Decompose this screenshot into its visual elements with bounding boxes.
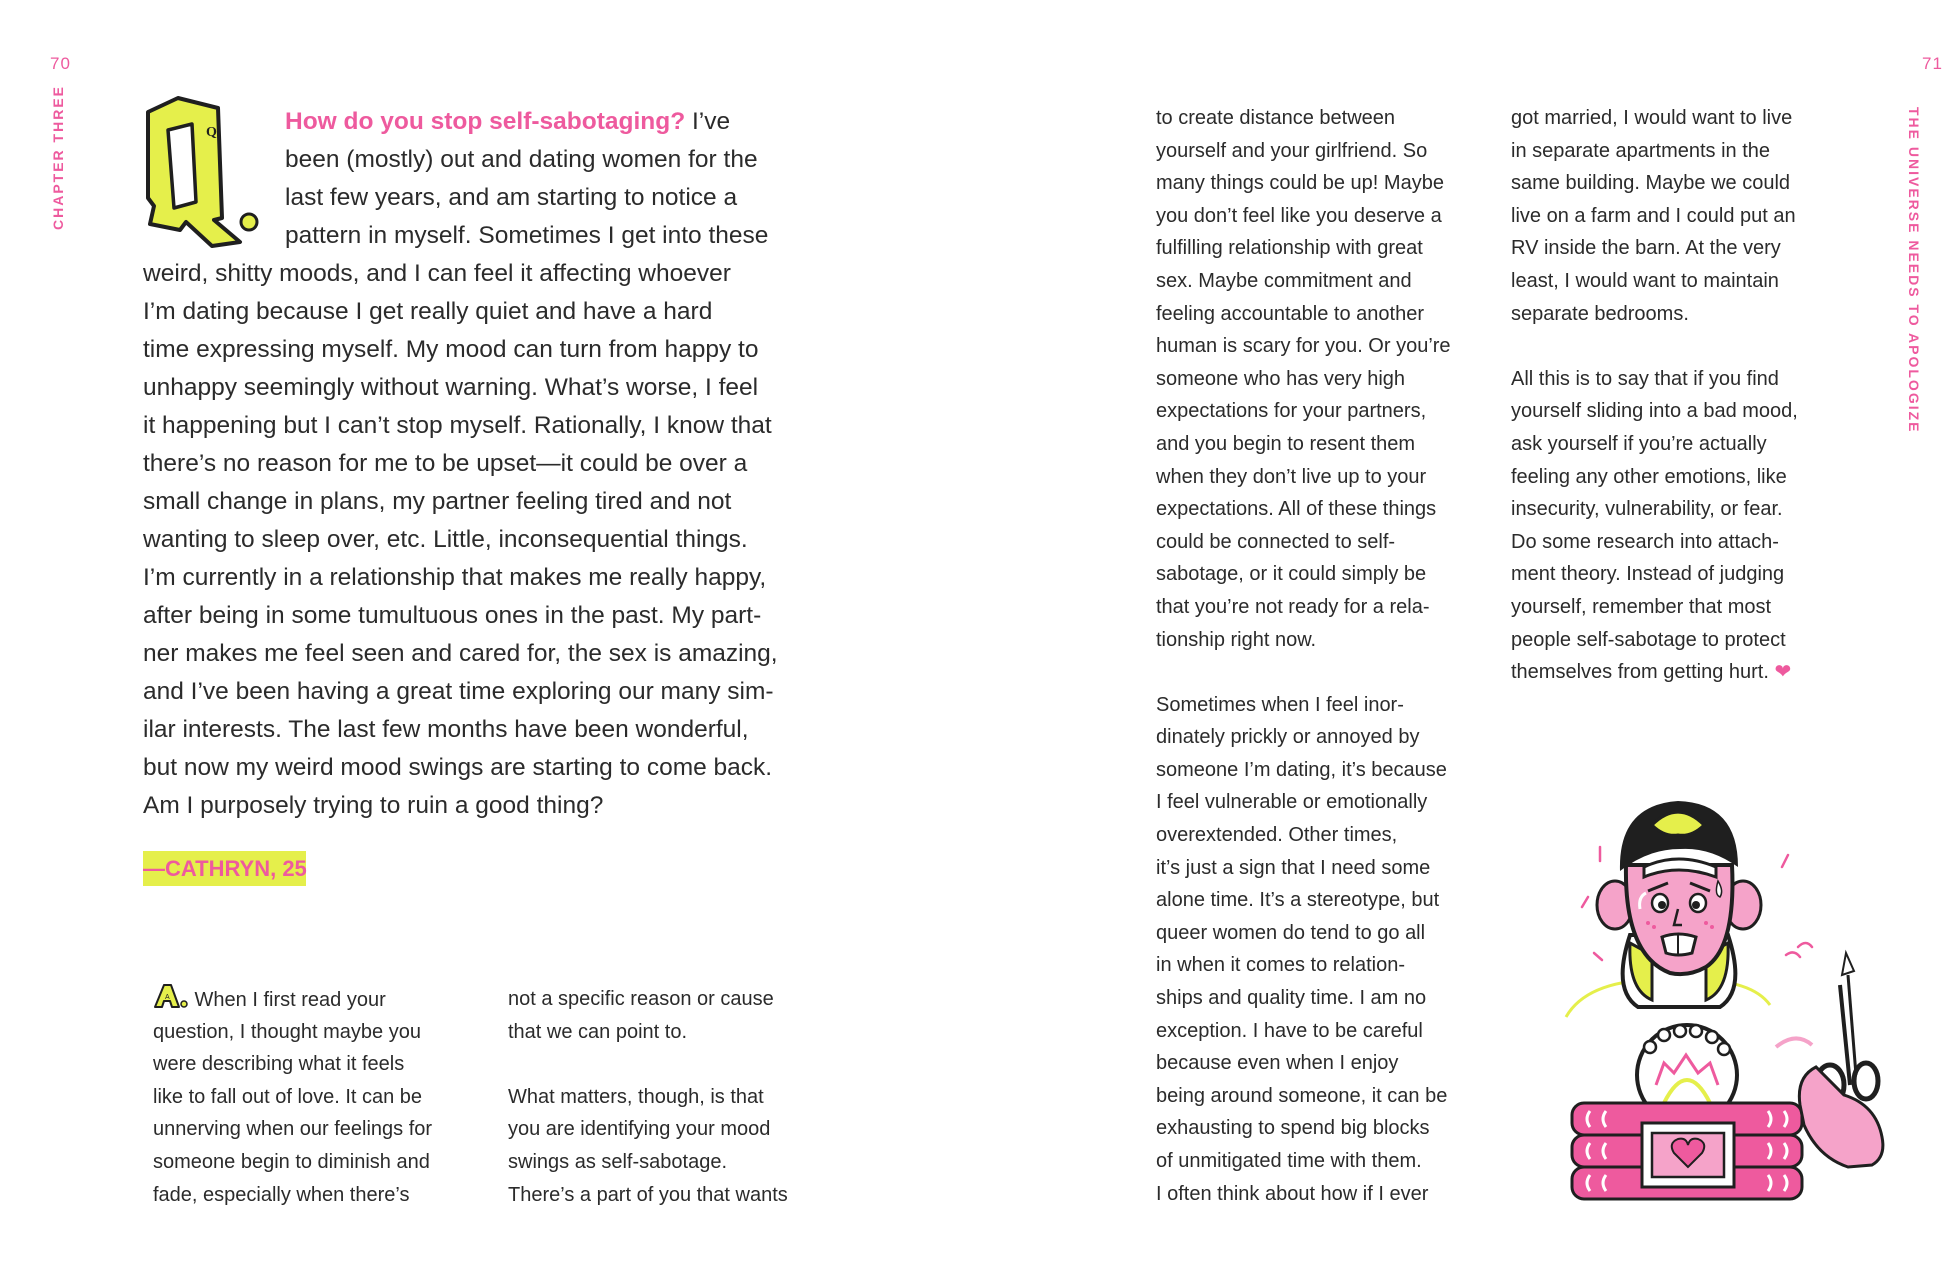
answer-line: to create distance between [1156, 107, 1396, 129]
chapter-running-head: CHAPTER THREE [50, 84, 66, 230]
question-line: I’m dating because I get really quiet and have a hard [143, 298, 713, 325]
a-marker-letter: A [165, 994, 170, 1001]
q-marker-letter: Q [206, 125, 217, 140]
answer-line: could be connected to self- [1156, 530, 1396, 553]
section-running-head: THE UNIVERSE NEEDS TO APOLOGIZE [1906, 107, 1922, 434]
answer-line: I often think about how if I ever [1156, 1182, 1429, 1205]
question-line: unhappy seemingly without warning. What’s worse, I feel [143, 374, 759, 401]
answer-line: Sometimes when I feel inor- [1156, 693, 1404, 716]
question-line: wanting to sleep over, etc. Little, inconsequential things. [143, 526, 748, 553]
answer-line: being around someone, it can be [1156, 1084, 1448, 1107]
answer-line: you don’t feel like you deserve a [1156, 204, 1442, 227]
answer-line: ment theory. Instead of judging [1511, 563, 1785, 586]
answer-line: not a specific reason or cause [508, 988, 774, 1010]
answer-line: overextended. Other times, [1156, 824, 1398, 847]
answer-line: someone I’m dating, it’s because [1156, 758, 1447, 781]
answer-line: feeling accountable to another [1156, 302, 1424, 325]
answer-line: like to fall out of love. It can be [153, 1085, 423, 1108]
answer-line: got married, I would want to live [1511, 107, 1793, 129]
heart-icon: ❤ [1774, 661, 1792, 684]
answer-line: alone time. It’s a stereotype, but [1156, 889, 1440, 912]
answer-line: swings as self-sabotage. [508, 1150, 728, 1173]
question-line: Am I purposely trying to ruin a good thing? [143, 792, 604, 819]
answer-line: someone who has very high [1156, 367, 1406, 390]
answer-line: you are identifying your mood [508, 1118, 771, 1141]
answer-line: expectations for your partners, [1156, 400, 1427, 423]
answer-line: exception. I have to be careful [1156, 1019, 1423, 1042]
answer-line: least, I would want to maintain [1511, 269, 1779, 292]
question-line: ner makes me feel seen and cared for, the sex is amazing, [143, 640, 778, 667]
answer-line: and you begin to resent them [1156, 432, 1416, 455]
answer-line: fade, especially when there’s [153, 1183, 410, 1206]
answer-line: RV inside the barn. At the very [1511, 237, 1781, 260]
answer-line: that we can point to. [508, 1020, 688, 1043]
answer-line: themselves from getting hurt. [1511, 661, 1769, 684]
page-number-right: 71 [1922, 54, 1943, 73]
answer-line: dinately prickly or annoyed by [1156, 726, 1420, 749]
answer-line: were describing what it feels [153, 1053, 405, 1076]
answer-line: yourself, remember that most [1511, 595, 1772, 618]
answer-line: tionship right now. [1156, 628, 1317, 651]
question-line: weird, shitty moods, and I can feel it affecting whoever [143, 260, 731, 287]
answer-line: when they don’t live up to your [1156, 465, 1427, 488]
answer-line: yourself sliding into a bad mood, [1511, 400, 1798, 423]
answer-column-1 [153, 983, 432, 1211]
answer-line: sex. Maybe commitment and [1156, 269, 1412, 292]
answer-line: expectations. All of these things [1156, 498, 1437, 521]
answer-line: I feel vulnerable or emotionally [1156, 791, 1428, 814]
question-line: after being in some tumultuous ones in the past. My part- [143, 602, 762, 629]
question-line: it happening but I can’t stop myself. Rationally, I know that [143, 412, 772, 439]
question-line: but now my weird mood swings are starting to come back. [143, 754, 773, 781]
answer-line: of unmitigated time with them. [1156, 1150, 1422, 1172]
question-first-line-rest: I’ve [685, 108, 731, 135]
question-body [143, 255, 778, 825]
answer-line: people self-sabotage to protect [1511, 628, 1786, 651]
answer-column-3 [1156, 102, 1451, 1210]
answer-line: human is scary for you. Or you’re [1156, 335, 1451, 358]
answer-line: yourself and your girlfriend. So [1156, 139, 1428, 162]
question-line: been (mostly) out and dating women for the [285, 146, 758, 173]
answer-line: ships and quality time. I am no [1156, 987, 1427, 1010]
answer-line: live on a farm and I could put an [1511, 204, 1796, 227]
answer-line: unnerving when our feelings for [153, 1118, 433, 1141]
answer-line: question, I thought maybe you [153, 1020, 421, 1043]
answer-line: separate bedrooms. [1511, 302, 1689, 325]
question-line: small change in plans, my partner feeling tired and not [143, 488, 732, 515]
answer-line: someone begin to diminish and [153, 1150, 430, 1173]
answer-line: There’s a part of you that wants [508, 1183, 788, 1206]
answer-line: queer women do tend to go all [1156, 921, 1426, 944]
answer-line: exhausting to spend big blocks [1156, 1117, 1430, 1140]
question-line: time expressing myself. My mood can turn from happy to [143, 336, 759, 363]
question-line: there’s no reason for me to be upset—it could be over a [143, 450, 748, 477]
page-number-left: 70 [50, 54, 71, 73]
answer-line: When I first read your [189, 989, 386, 1011]
answer-line: in when it comes to relation- [1156, 954, 1406, 977]
question-headline: How do you stop self-sabotaging? [285, 108, 686, 135]
question-signature: —CATHRYN, 25 [143, 851, 306, 886]
answer-line: ask yourself if you’re actually [1511, 432, 1767, 455]
q-dropcap [140, 94, 265, 249]
question-opening [285, 103, 768, 255]
answer-line: What matters, though, is that [508, 1085, 764, 1108]
answer-line: feeling any other emotions, like [1511, 465, 1787, 488]
answer-line: in separate apartments in the [1511, 139, 1771, 162]
question-line: I’m currently in a relationship that makes me really happy, [143, 564, 767, 591]
answer-line: that you’re not ready for a rela- [1156, 595, 1430, 618]
worried-girl-dynamite-illustration [1560, 785, 1900, 1215]
a-letter-icon [153, 983, 189, 1009]
illustration [1560, 785, 1900, 1215]
answer-line: sabotage, or it could simply be [1156, 563, 1427, 586]
answer-line: because even when I enjoy [1156, 1052, 1399, 1075]
answer-line: same building. Maybe we could [1511, 172, 1791, 195]
answer-line: Do some research into attach- [1511, 530, 1779, 553]
answer-line: All this is to say that if you find [1511, 367, 1779, 390]
a-marker [153, 983, 189, 1009]
answer-column-4 [1511, 102, 1798, 689]
question-line: pattern in myself. Sometimes I get into these [285, 222, 769, 249]
answer-line: many things could be up! Maybe [1156, 172, 1444, 195]
answer-line: it’s just a sign that I need some [1156, 856, 1431, 879]
answer-line: fulfilling relationship with great [1156, 237, 1423, 260]
question-line: and I’ve been having a great time exploring our many sim- [143, 678, 774, 705]
answer-column-2 [508, 983, 788, 1211]
question-line: ilar interests. The last few months have been wonderful, [143, 716, 749, 743]
answer-line: insecurity, vulnerability, or fear. [1511, 498, 1783, 521]
question-line: last few years, and am starting to notice a [285, 184, 738, 211]
q-letter-icon [140, 94, 265, 249]
